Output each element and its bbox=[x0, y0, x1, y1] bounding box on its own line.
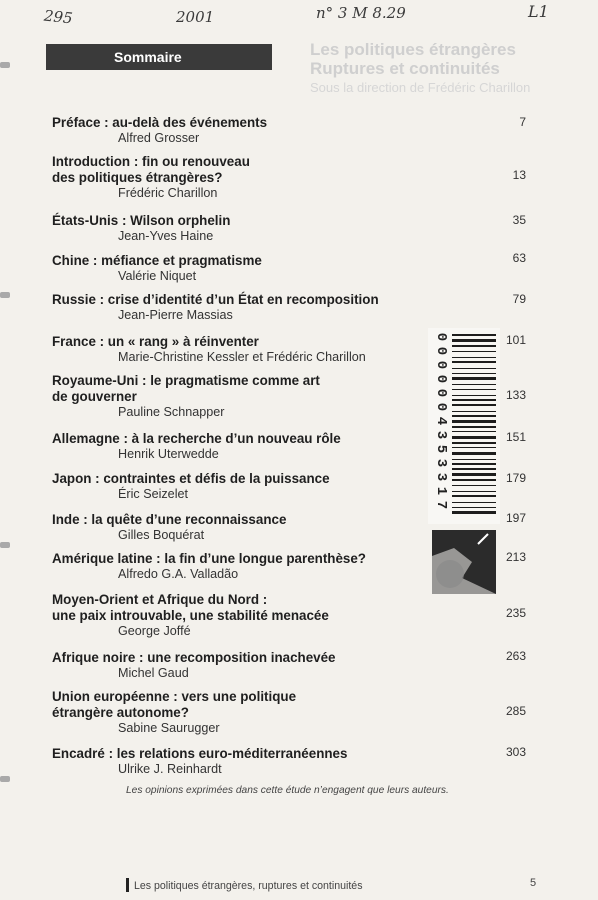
toc-entry-chine bbox=[52, 253, 532, 284]
entry-author: Marie-Christine Kessler et Frédéric Charillon bbox=[118, 350, 366, 364]
entry-author: Henrik Uterwedde bbox=[118, 447, 219, 461]
entry-page: 79 bbox=[512, 292, 526, 306]
entry-author: Michel Gaud bbox=[118, 666, 189, 680]
entry-page: 179 bbox=[505, 471, 526, 485]
ghost-line-2: Ruptures et continuités bbox=[310, 59, 500, 78]
entry-author: Alfred Grosser bbox=[118, 131, 200, 145]
entry-page: 197 bbox=[505, 511, 526, 525]
entry-title: Union européenne : vers une politique bbox=[52, 689, 297, 704]
toc-entry-afrique-noire bbox=[52, 650, 532, 681]
library-sticker bbox=[432, 530, 496, 594]
entry-page: 35 bbox=[512, 213, 526, 227]
entry-author: Gilles Boquérat bbox=[118, 528, 205, 542]
entry-page: 151 bbox=[505, 430, 526, 444]
entry-author: Ulrike J. Reinhardt bbox=[118, 762, 222, 776]
section-banner: Sommaire bbox=[46, 44, 272, 70]
entry-title: Japon : contraintes et défis de la puissance bbox=[52, 471, 330, 486]
entry-author: Frédéric Charillon bbox=[118, 186, 218, 200]
entry-title-line-2: une paix introuvable, une stabilité menacée bbox=[52, 608, 329, 623]
ghost-line-1: Les politiques étrangères bbox=[310, 40, 516, 59]
entry-title: Moyen-Orient et Afrique du Nord : bbox=[52, 592, 268, 607]
entry-title-line-2: de gouverner bbox=[52, 389, 137, 404]
entry-title: Encadré : les relations euro-méditerranéennes bbox=[52, 746, 348, 761]
ghost-line-3: Sous la direction de Frédéric Charillon bbox=[310, 80, 531, 95]
toc-entry-etats-unis bbox=[52, 213, 532, 244]
entry-title: France : un « rang » à réinventer bbox=[52, 334, 259, 349]
handwritten-code: L1 bbox=[528, 2, 549, 21]
barcode-number: 0 0 0 0 0 0 4 3 5 3 3 1 7 bbox=[433, 332, 449, 510]
page-number: 5 bbox=[530, 877, 537, 889]
handwritten-number: 295 bbox=[43, 6, 74, 28]
entry-page: 235 bbox=[505, 606, 526, 620]
entry-page: 213 bbox=[505, 550, 526, 564]
entry-page: 133 bbox=[505, 388, 526, 402]
toc-entry-union-europeenne bbox=[52, 689, 532, 736]
entry-author: Éric Seizelet bbox=[118, 487, 188, 501]
entry-title: Allemagne : à la recherche d’un nouveau rôle bbox=[52, 431, 341, 446]
footer-title: Les politiques étrangères, ruptures et continuités bbox=[134, 880, 363, 892]
entry-title: Afrique noire : une recomposition inachevée bbox=[52, 650, 336, 665]
running-footer bbox=[126, 880, 363, 892]
entry-page: 63 bbox=[512, 251, 526, 265]
entry-author: George Joffé bbox=[118, 624, 191, 638]
entry-page: 13 bbox=[512, 168, 526, 182]
entry-page: 263 bbox=[505, 649, 526, 663]
entry-author: Sabine Saurugger bbox=[118, 721, 220, 735]
entry-page: 303 bbox=[505, 745, 526, 759]
entry-title: Russie : crise d’identité d’un État en recomposition bbox=[52, 292, 379, 307]
entry-title: Introduction : fin ou renouveau bbox=[52, 154, 250, 169]
handwritten-year: 2001 bbox=[176, 8, 215, 26]
toc-entry-russie bbox=[52, 292, 532, 323]
entry-title: Amérique latine : la fin d’une longue parenthèse? bbox=[52, 551, 366, 566]
toc-entry-moyen-orient bbox=[52, 592, 532, 639]
entry-title: Chine : méfiance et pragmatisme bbox=[52, 253, 262, 268]
entry-title: Préface : au-delà des événements bbox=[52, 115, 268, 130]
entry-author: Pauline Schnapper bbox=[118, 405, 225, 419]
show-through-text bbox=[310, 40, 590, 97]
toc-entry-encadre bbox=[52, 746, 532, 777]
entry-page: 285 bbox=[505, 704, 526, 718]
disclaimer-note: Les opinions exprimées dans cette étude n’engagent que leurs auteurs. bbox=[126, 785, 449, 796]
entry-page: 7 bbox=[519, 115, 526, 129]
scan-edge-mark bbox=[0, 62, 10, 68]
entry-author: Alfredo G.A. Valladão bbox=[118, 567, 239, 581]
toc-entry-introduction bbox=[52, 154, 532, 201]
entry-author: Valérie Niquet bbox=[118, 269, 197, 283]
handwritten-reference: n° 3 M 8.29 bbox=[316, 4, 406, 22]
toc-entry-preface bbox=[52, 115, 532, 146]
entry-author: Jean-Pierre Massias bbox=[118, 308, 233, 322]
entry-title: Royaume-Uni : le pragmatisme comme art bbox=[52, 373, 320, 388]
entry-title: États-Unis : Wilson orphelin bbox=[52, 213, 231, 228]
entry-title-line-2: étrangère autonome? bbox=[52, 705, 189, 720]
entry-page: 101 bbox=[505, 333, 526, 347]
entry-title-line-2: des politiques étrangères? bbox=[52, 170, 223, 185]
scan-edge-mark bbox=[0, 542, 10, 548]
entry-title: Inde : la quête d’une reconnaissance bbox=[52, 512, 287, 527]
scan-edge-mark bbox=[0, 292, 10, 298]
scan-edge-mark bbox=[0, 776, 10, 782]
entry-author: Jean-Yves Haine bbox=[118, 229, 214, 243]
